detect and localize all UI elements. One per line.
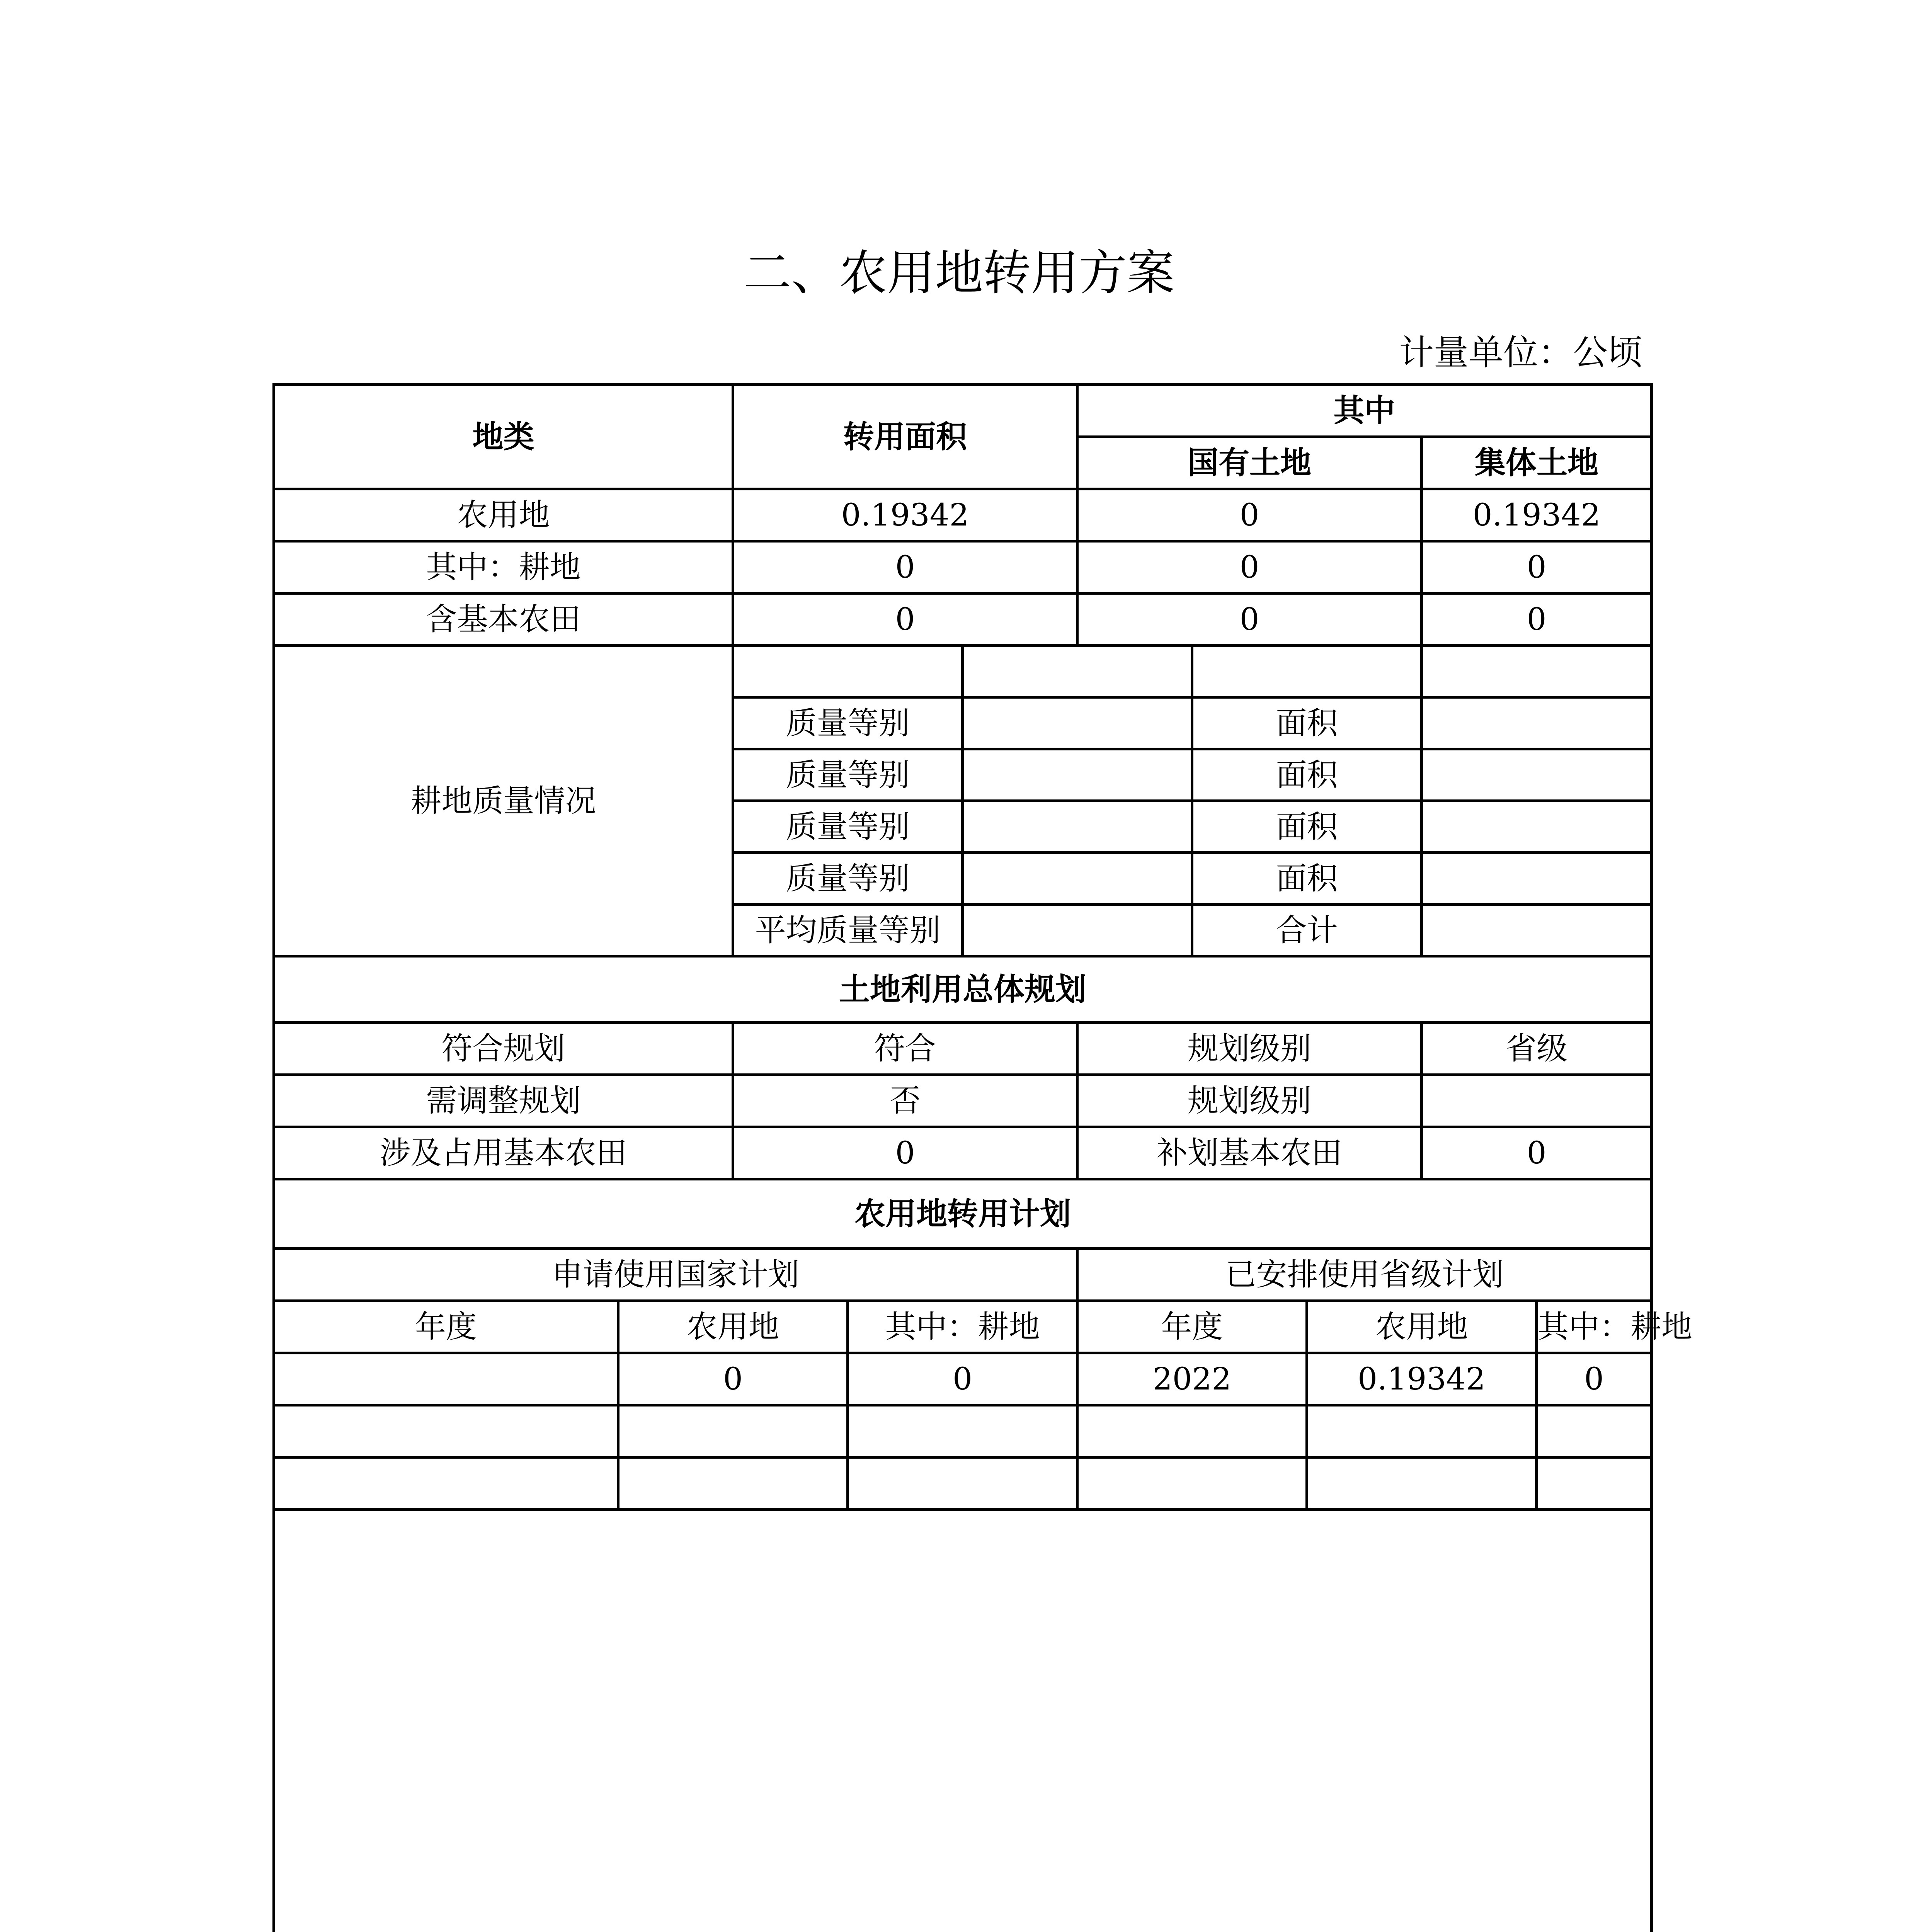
planning-value: 0 xyxy=(733,1127,1077,1179)
grade-value xyxy=(963,697,1192,749)
planning-level-value: 省级 xyxy=(1422,1023,1652,1075)
area-value xyxy=(1422,646,1652,697)
converted-value: 0 xyxy=(733,541,1077,594)
planning-section-title: 土地利用总体规划 xyxy=(274,956,1652,1023)
column-header: 农用地 xyxy=(618,1301,848,1353)
row-label: 其中：耕地 xyxy=(274,541,733,594)
table-row xyxy=(274,541,1652,594)
table-row xyxy=(274,594,1652,646)
planning-row xyxy=(274,1023,1652,1075)
planning-level-label: 补划基本农田 xyxy=(1077,1127,1422,1179)
planning-label: 需调整规划 xyxy=(274,1075,733,1127)
state-value: 0 xyxy=(1077,541,1422,594)
plan-cell xyxy=(274,1458,618,1510)
area-label: 合计 xyxy=(1192,905,1422,956)
plan-cell xyxy=(848,1458,1077,1510)
column-header: 其中：耕地 xyxy=(848,1301,1077,1353)
planning-level-value: 0 xyxy=(1422,1127,1652,1179)
plan-cell xyxy=(274,1353,618,1405)
header-state-land: 国有土地 xyxy=(1077,437,1422,489)
state-value: 0 xyxy=(1077,594,1422,646)
header-land-type: 地类 xyxy=(274,385,733,489)
area-value xyxy=(1422,853,1652,905)
collective-value: 0 xyxy=(1422,541,1652,594)
plan-cell xyxy=(1307,1405,1537,1458)
area-label: 面积 xyxy=(1192,853,1422,905)
note-text xyxy=(274,1510,1652,1932)
plan-cell xyxy=(1077,1405,1307,1458)
row-label: 含基本农田 xyxy=(274,594,733,646)
table-row xyxy=(274,1405,1652,1458)
grade-label: 平均质量等别 xyxy=(733,905,963,956)
area-value xyxy=(1422,905,1652,956)
planning-label: 符合规划 xyxy=(274,1023,733,1075)
plan-cell: 0 xyxy=(1537,1353,1652,1405)
table-row xyxy=(274,1458,1652,1510)
collective-value: 0 xyxy=(1422,594,1652,646)
header-of-which: 其中 xyxy=(1077,385,1652,437)
plan-cell: 0.19342 xyxy=(1307,1353,1537,1405)
grade-label: 质量等别 xyxy=(733,749,963,801)
collective-value: 0.19342 xyxy=(1422,489,1652,541)
table-row xyxy=(274,489,1652,541)
converted-value: 0.19342 xyxy=(733,489,1077,541)
grade-value xyxy=(963,801,1192,853)
area-label: 面积 xyxy=(1192,801,1422,853)
table-row xyxy=(274,1353,1652,1405)
plan-column-headers xyxy=(274,1301,1652,1353)
plan-cell xyxy=(1077,1458,1307,1510)
unit-label: 计量单位：公顷 xyxy=(1399,332,1642,373)
grade-value xyxy=(963,646,1192,697)
grade-value xyxy=(963,905,1192,956)
planning-level-label: 规划级别 xyxy=(1077,1023,1422,1075)
conversion-table xyxy=(272,383,1693,1932)
plan-cell: 0 xyxy=(618,1353,848,1405)
area-value xyxy=(1422,697,1652,749)
grade-value xyxy=(963,749,1192,801)
planning-row xyxy=(274,1127,1652,1179)
plan-section-title: 农用地转用计划 xyxy=(274,1179,1652,1249)
grade-value xyxy=(963,853,1192,905)
header-collective-land: 集体土地 xyxy=(1422,437,1652,489)
grade-label xyxy=(733,646,963,697)
column-header: 年度 xyxy=(274,1301,618,1353)
header-converted-area: 转用面积 xyxy=(733,385,1077,489)
row-label: 农用地 xyxy=(274,489,733,541)
planning-row xyxy=(274,1075,1652,1127)
column-header: 其中：耕地 xyxy=(1537,1301,1652,1353)
grade-label: 质量等别 xyxy=(733,853,963,905)
provincial-plan-header: 已安排使用省级计划 xyxy=(1077,1249,1652,1301)
plan-cell xyxy=(1537,1405,1652,1458)
area-label: 面积 xyxy=(1192,749,1422,801)
plan-cell xyxy=(1307,1458,1537,1510)
plan-cell: 0 xyxy=(848,1353,1077,1405)
plan-cell xyxy=(618,1405,848,1458)
area-value xyxy=(1422,801,1652,853)
plan-cell xyxy=(618,1458,848,1510)
planning-label: 涉及占用基本农田 xyxy=(274,1127,733,1179)
quality-row xyxy=(274,646,1652,697)
grade-label: 质量等别 xyxy=(733,801,963,853)
grade-label: 质量等别 xyxy=(733,697,963,749)
page-title: 二、农用地转用方案 xyxy=(743,245,1175,301)
quality-label: 耕地质量情况 xyxy=(274,646,733,956)
converted-value: 0 xyxy=(733,594,1077,646)
planning-value: 符合 xyxy=(733,1023,1077,1075)
area-value xyxy=(1422,749,1652,801)
area-label: 面积 xyxy=(1192,697,1422,749)
plan-cell xyxy=(274,1405,618,1458)
area-label xyxy=(1192,646,1422,697)
national-plan-header: 申请使用国家计划 xyxy=(274,1249,1077,1301)
plan-cell xyxy=(1537,1458,1652,1510)
plan-cell: 2022 xyxy=(1077,1353,1307,1405)
planning-level-value xyxy=(1422,1075,1652,1127)
planning-level-label: 规划级别 xyxy=(1077,1075,1422,1127)
state-value: 0 xyxy=(1077,489,1422,541)
column-header: 年度 xyxy=(1077,1301,1307,1353)
column-header: 农用地 xyxy=(1307,1301,1537,1353)
planning-value: 否 xyxy=(733,1075,1077,1127)
plan-cell xyxy=(848,1405,1077,1458)
